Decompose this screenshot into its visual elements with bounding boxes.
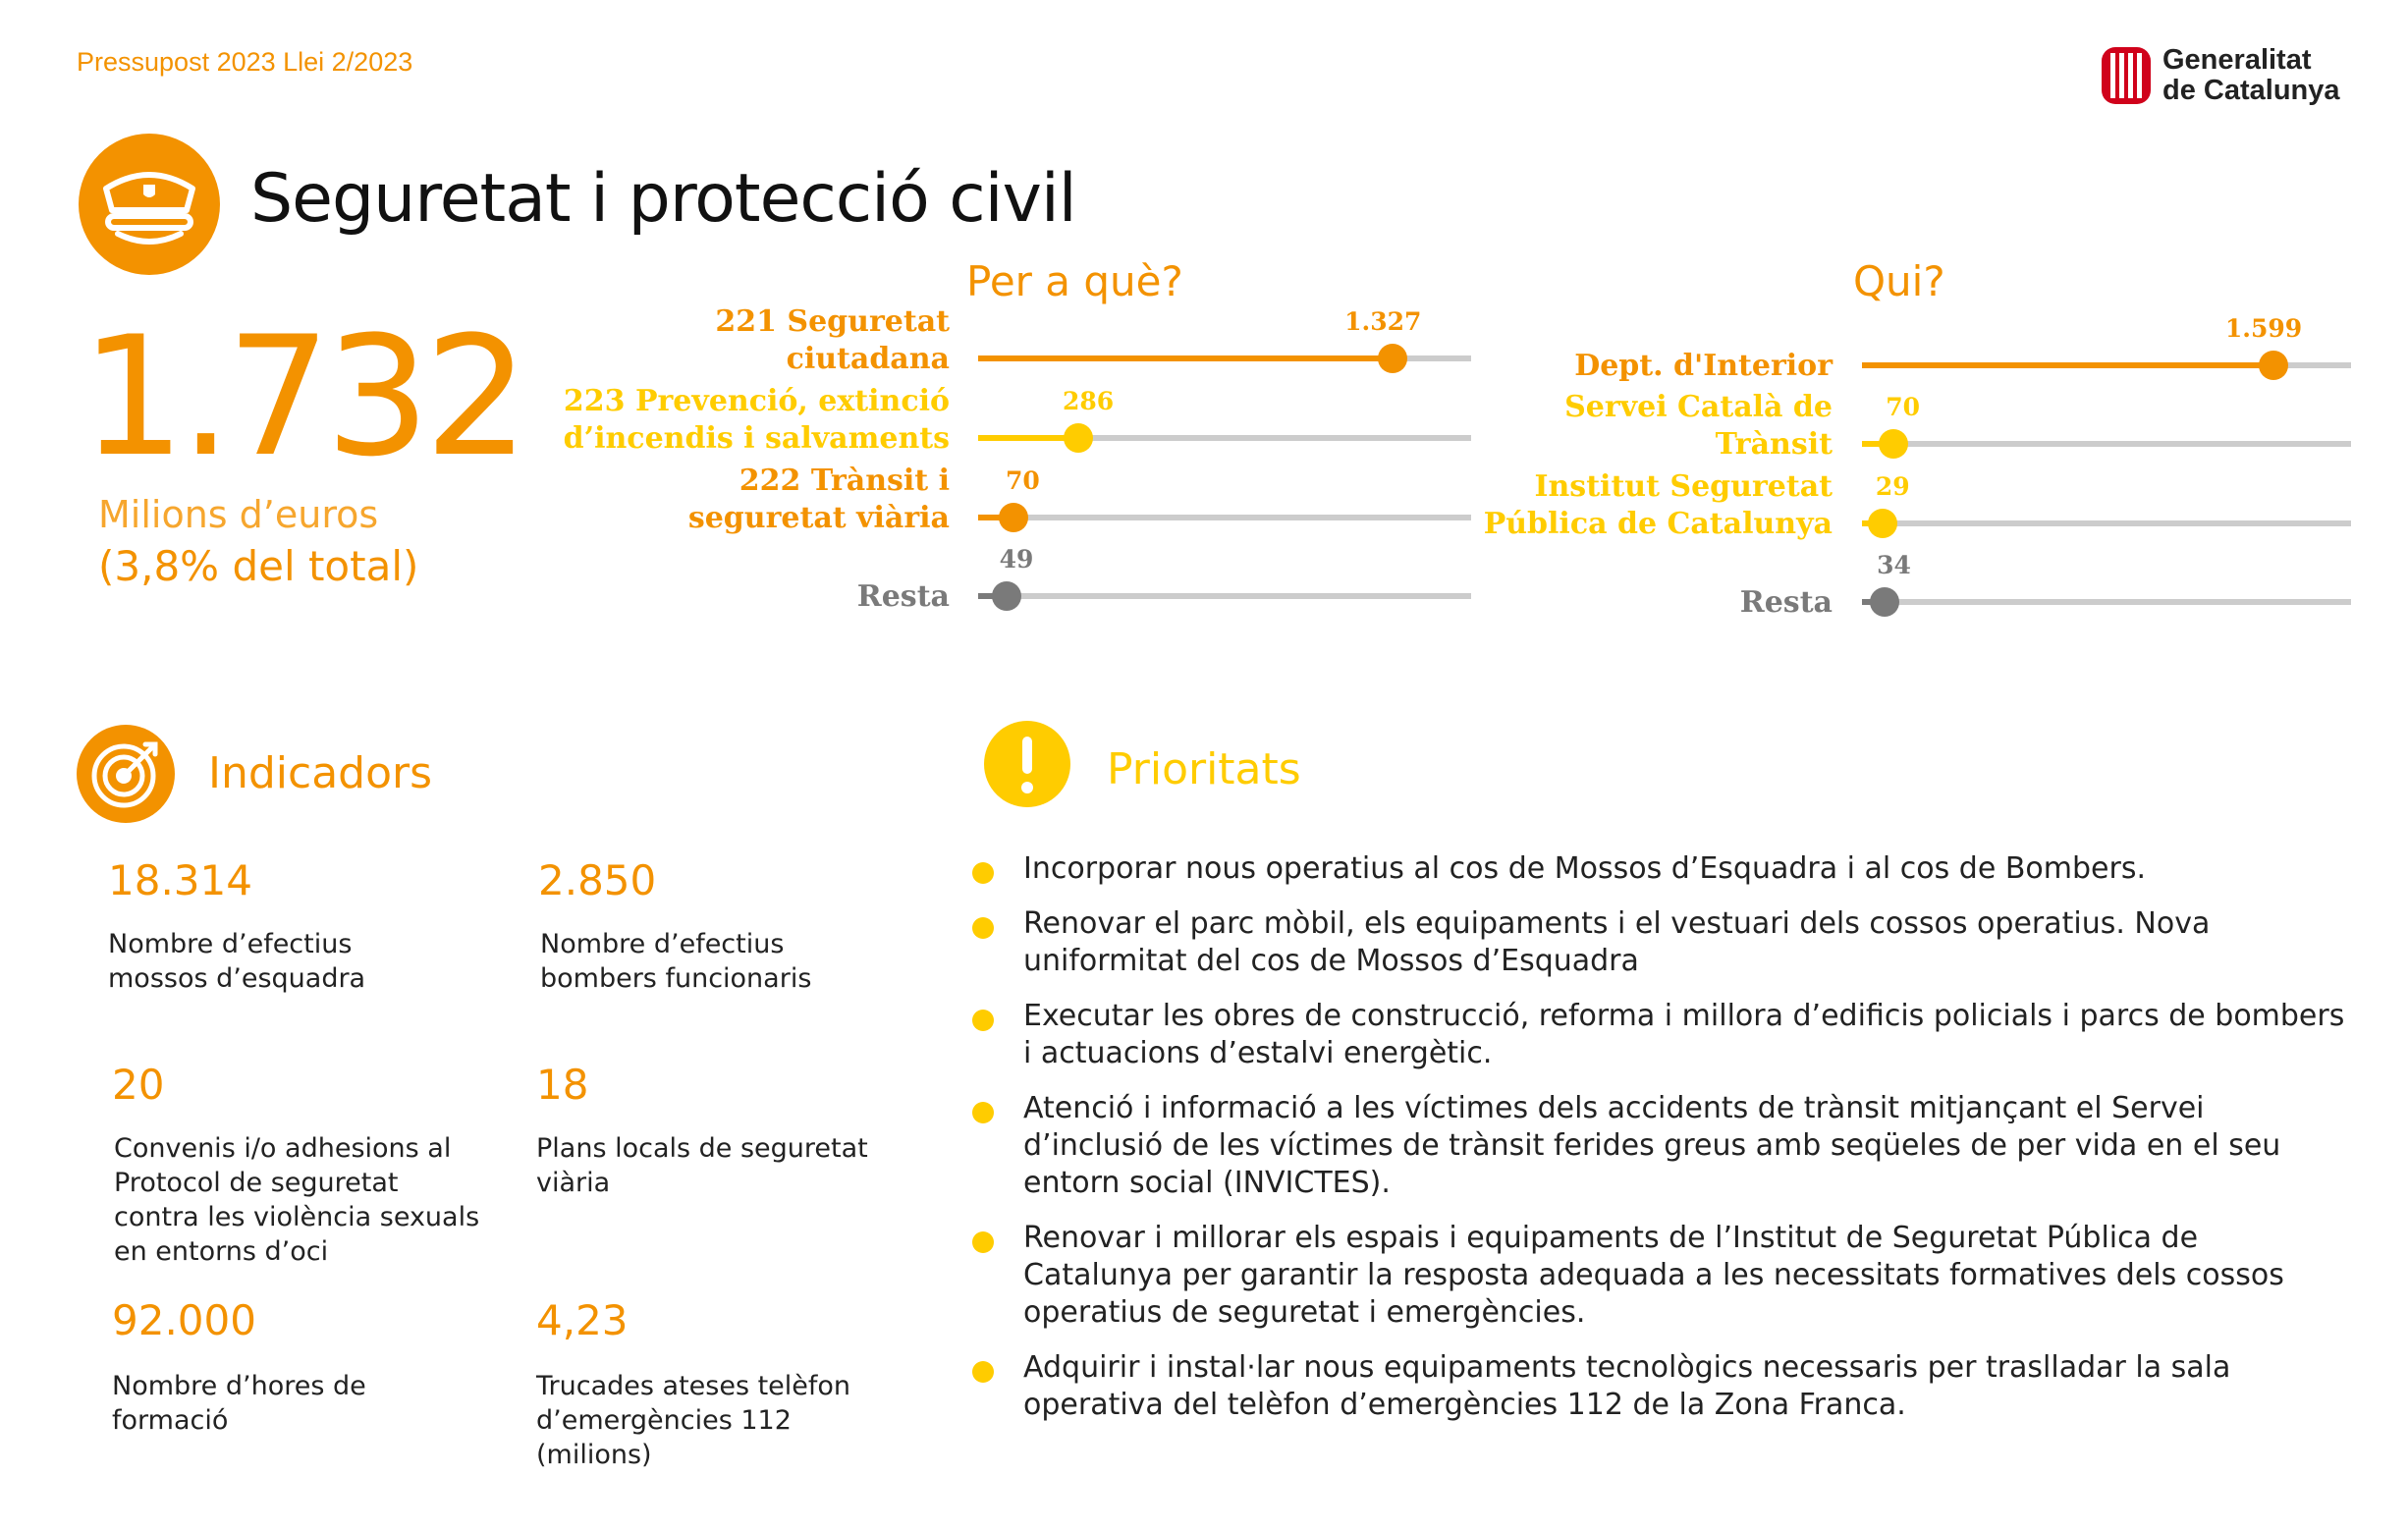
bar-value-label: 29: [1875, 472, 1910, 501]
bar-value-label: 70: [1886, 393, 1921, 421]
bullet-dot-icon: [972, 1231, 994, 1253]
indicator-value: 18.314: [108, 856, 252, 904]
priority-text: Renovar el parc mòbil, els equipaments i el vestuari dels cossos operatius. Nova uniformitat del cos de Mossos d’Esquadra: [1023, 906, 2211, 978]
indicators-title: Indicadors: [208, 748, 433, 798]
indicator-label: Nombre d’hores de formació: [112, 1371, 366, 1436]
bar-label-line: seguretat viària: [687, 501, 950, 535]
bar-label-line: Trànsit: [1715, 427, 1833, 462]
indicator-value: 20: [112, 1061, 165, 1109]
bar-label: [1341, 389, 1833, 464]
bar-value-label: 1.599: [2224, 314, 2303, 343]
bar-dot: [1870, 587, 1899, 617]
bar-value-label: 70: [1006, 466, 1040, 495]
generalitat-emblem-icon: [2100, 45, 2153, 106]
priority-item: [972, 1220, 2347, 1332]
bar-track: [1862, 441, 2351, 447]
bar-value-label: 49: [999, 545, 1034, 574]
bar-fill: [1862, 362, 2273, 368]
bullet-dot-icon: [972, 1361, 994, 1383]
indicator-value: 4,23: [536, 1296, 629, 1344]
indicator-label: Trucades ateses telèfon d’emergències 112 (milions): [536, 1371, 851, 1470]
page-title: Seguretat i protecció civil: [250, 160, 1076, 238]
bar-label-line: Resta: [1739, 585, 1833, 620]
bar-label-line: 222 Trànsit i: [739, 464, 950, 498]
bar-label-line: Pública de Catalunya: [1483, 507, 1833, 541]
bullet-dot-icon: [972, 862, 994, 884]
bar-label-line: 221 Seguretat: [715, 304, 950, 339]
bullet-dot-icon: [972, 917, 994, 939]
bullet-dot-icon: [972, 1102, 994, 1123]
indicator-value: 2.850: [538, 856, 657, 904]
bar-dot: [1879, 429, 1908, 459]
bar-label-line: Resta: [856, 579, 950, 614]
bar-label: [1341, 348, 1833, 385]
bar-value-label: 1.327: [1344, 307, 1422, 336]
bar-label-line: Institut Seguretat: [1534, 469, 1833, 504]
amount-share: (3,8% del total): [98, 542, 419, 590]
bar-label-line: Servei Català de: [1564, 390, 1833, 424]
bar-track: [1862, 599, 2351, 605]
bar-label: [459, 463, 950, 537]
chart-title-per-a-que: Per a què?: [966, 257, 1183, 305]
bar-label-line: 223 Prevenció, extinció: [563, 384, 950, 418]
bar-track: [1862, 520, 2351, 526]
target-icon: [77, 725, 175, 823]
bar-dot: [1064, 423, 1093, 453]
generalitat-logo: [2100, 45, 2345, 110]
police-cap-icon: [79, 134, 220, 275]
indicator-label: Nombre d’efectius bombers funcionaris: [540, 929, 812, 994]
priorities-list: [972, 850, 2347, 1442]
bullet-dot-icon: [972, 1010, 994, 1031]
bar-value-label: 286: [1062, 387, 1115, 415]
indicator-value: 18: [536, 1061, 589, 1109]
total-amount: 1.732: [81, 301, 523, 493]
bar-dot: [992, 581, 1021, 611]
bar-label: [459, 383, 950, 458]
bar-label-line: Dept. d'Interior: [1574, 349, 1833, 383]
bar-value-label: 34: [1877, 551, 1911, 579]
bar-label-line: d’incendis i salvaments: [563, 421, 950, 456]
budget-law-label: Pressupost 2023 Llei 2/2023: [77, 47, 413, 77]
brand-line-1: Generalitat: [2162, 44, 2312, 76]
brand-line-2: de Catalunya: [2162, 75, 2340, 106]
bar-label-line: ciutadana: [786, 342, 950, 376]
priority-text: Renovar i millorar els espais i equipaments de l’Institut de Seguretat Pública de Catalunya per garantir la resposta adequada a les necessitats formatives dels cossos operatius de seguretat i emergències.: [1023, 1221, 2284, 1330]
bar-label: [459, 578, 950, 616]
priority-item: [972, 1090, 2347, 1202]
indicator-label: Convenis i/o adhesions al Protocol de seguretat contra les violència sexuals en entorns d’oci: [114, 1133, 480, 1267]
bar-dot: [2259, 351, 2288, 380]
priority-item: [972, 998, 2347, 1072]
bar-label: [1341, 468, 1833, 543]
indicator-label: Nombre d’efectius mossos d’esquadra: [108, 929, 366, 994]
bar-fill: [978, 355, 1393, 361]
priority-item: [972, 1349, 2347, 1424]
priority-text: Atenció i informació a les víctimes dels accidents de trànsit mitjançant el Servei d’inclusió de les víctimes de trànsit ferides greus amb seqüeles de per vida en el seu entorn social (INVICTES).: [1023, 1091, 2281, 1200]
priority-text: Incorporar nous operatius al cos de Mossos d’Esquadra i al cos de Bombers.: [1023, 851, 2146, 886]
priority-item: [972, 850, 2347, 888]
indicator-label: Plans locals de seguretat viària: [536, 1133, 868, 1198]
indicator-value: 92.000: [112, 1296, 256, 1344]
bar-dot: [999, 503, 1028, 532]
chart-title-qui: Qui?: [1853, 257, 1945, 305]
priority-text: Adquirir i instal·lar nous equipaments tecnològics necessaris per traslladar la sala operativa del telèfon d’emergències 112 de la Zona Franca.: [1023, 1350, 2231, 1422]
bar-label: [459, 303, 950, 378]
priorities-title: Prioritats: [1107, 744, 1301, 794]
exclamation-icon: [984, 721, 1082, 819]
bar-dot: [1868, 509, 1897, 538]
bar-label: [1341, 584, 1833, 622]
amount-unit: Milions d’euros: [98, 493, 379, 536]
priority-text: Executar les obres de construcció, reforma i millora d’edificis policials i parcs de bombers i actuacions d’estalvi energètic.: [1023, 999, 2345, 1070]
priority-item: [972, 905, 2347, 980]
